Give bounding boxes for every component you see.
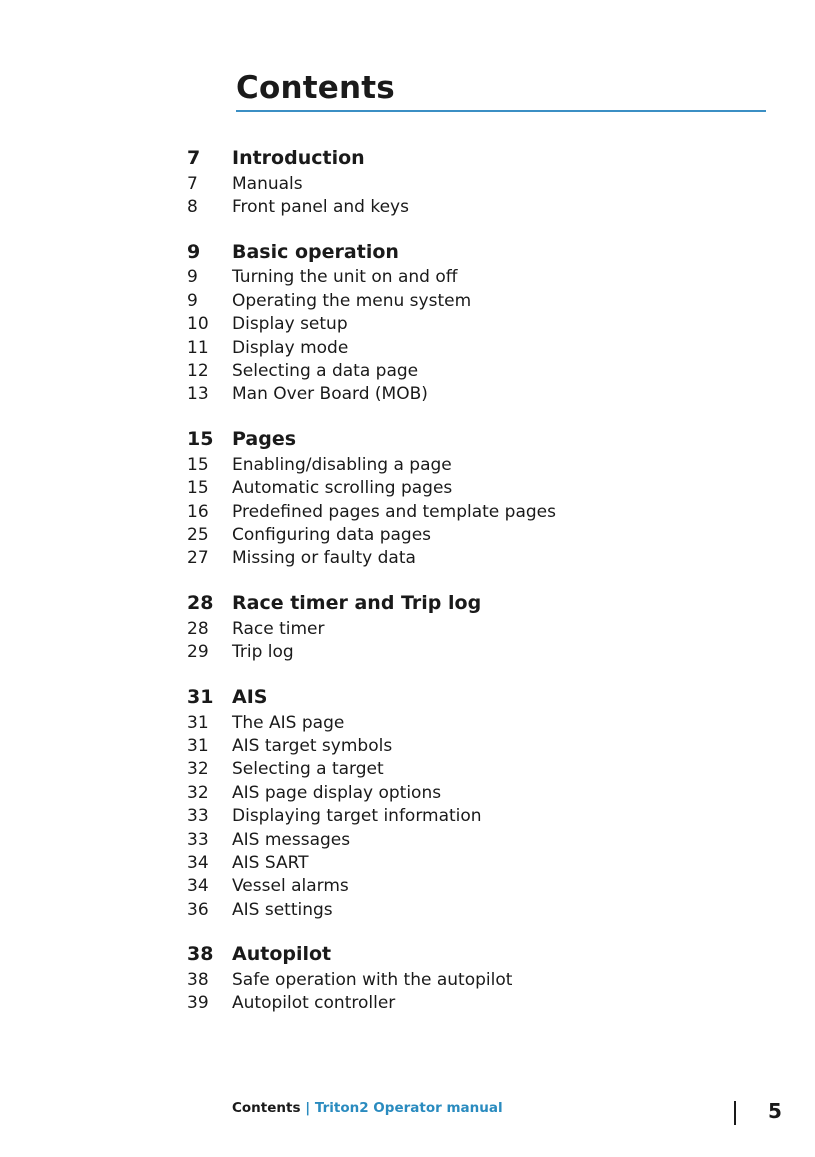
toc-section-heading[interactable] [187,427,787,451]
toc-entry-title: Selecting a data page [232,361,419,382]
toc-entry[interactable] [187,336,787,359]
toc-section [187,942,787,1015]
page-number-bar [734,1101,736,1125]
toc-section-heading[interactable] [187,685,787,709]
toc-entry-page: 9 [187,267,198,288]
toc-section-page: 15 [187,428,214,451]
toc-entry-page: 39 [187,993,209,1014]
footer [232,1100,503,1116]
toc-entry[interactable] [187,266,787,289]
toc-section-title: Introduction [232,147,365,169]
toc-entry[interactable] [187,734,787,757]
toc-entry-title: Safe operation with the autopilot [232,970,513,991]
toc-entry-page: 38 [187,970,209,991]
table-of-contents [187,146,787,1036]
toc-entry-page: 28 [187,618,209,639]
footer-section: Contents [232,1100,301,1116]
toc-entry[interactable] [187,617,787,640]
toc-entry-page: 33 [187,806,209,827]
toc-entry[interactable] [187,523,787,546]
toc-section-title: Race timer and Trip log [232,592,482,615]
toc-entry[interactable] [187,875,787,898]
toc-entry-title: Vessel alarms [232,876,349,897]
toc-section-page: 7 [187,147,201,169]
toc-section-page: 28 [187,592,214,615]
toc-entry-title: Display setup [232,314,348,335]
toc-entry-title: Autopilot controller [232,993,396,1014]
toc-section [187,240,787,406]
toc-entry[interactable] [187,547,787,570]
toc-entry-page: 13 [187,384,209,405]
toc-entry[interactable] [187,828,787,851]
toc-entry[interactable] [187,968,787,991]
toc-entry-title: AIS target symbols [232,735,393,756]
toc-entry-page: 25 [187,524,209,545]
toc-section-page: 9 [187,240,201,263]
toc-entry-title: AIS messages [232,829,351,850]
toc-entry-page: 10 [187,314,209,335]
toc-entry-page: 11 [187,337,209,358]
toc-entry-title: Front panel and keys [232,197,409,218]
toc-section-title: AIS [232,685,268,708]
toc-entry[interactable] [187,453,787,476]
toc-entry-page: 8 [187,197,198,218]
toc-section [187,146,787,219]
toc-entry-page: 12 [187,361,209,382]
toc-entry[interactable] [187,804,787,827]
toc-entry-page: 32 [187,759,209,780]
toc-section-heading[interactable] [187,591,787,615]
toc-entry[interactable] [187,851,787,874]
toc-entry[interactable] [187,359,787,382]
toc-section-page: 38 [187,943,214,966]
footer-separator: | [305,1100,311,1116]
toc-entry-title: AIS settings [232,899,333,920]
toc-entry-title: Predefined pages and template pages [232,501,556,522]
toc-section [187,685,787,922]
toc-entry[interactable] [187,992,787,1015]
toc-entry[interactable] [187,172,787,195]
toc-entry-page: 15 [187,478,209,499]
toc-entry-title: Operating the menu system [232,290,472,311]
toc-entry-page: 34 [187,852,209,873]
toc-entry-title: Configuring data pages [232,524,432,545]
toc-entry[interactable] [187,195,787,218]
toc-entry[interactable] [187,758,787,781]
toc-section [187,591,787,664]
toc-entry-page: 36 [187,899,209,920]
toc-entry-title: Automatic scrolling pages [232,478,453,499]
toc-entry-page: 34 [187,876,209,897]
toc-entry[interactable] [187,477,787,500]
toc-entry-title: Man Over Board (MOB) [232,384,428,405]
toc-entry[interactable] [187,313,787,336]
toc-entry[interactable] [187,640,787,663]
toc-entry-title: AIS SART [232,852,309,873]
toc-entry-page: 9 [187,290,198,311]
toc-entry-title: The AIS page [232,712,345,733]
toc-entry[interactable] [187,898,787,921]
toc-entry-page: 15 [187,454,209,475]
toc-section-heading[interactable] [187,240,787,264]
toc-section-title: Autopilot [232,943,332,966]
toc-entry-page: 33 [187,829,209,850]
toc-entry-title: Displaying target information [232,806,482,827]
toc-entry-page: 31 [187,735,209,756]
toc-entry-title: Display mode [232,337,349,358]
toc-section-title: Basic operation [232,240,399,263]
toc-entry[interactable] [187,781,787,804]
toc-entry-page: 16 [187,501,209,522]
toc-entry-title: Missing or faulty data [232,548,416,569]
footer-manual-title: Triton2 Operator manual [314,1100,503,1116]
toc-section-title: Pages [232,428,297,451]
title-rule [236,110,766,112]
toc-entry-title: AIS page display options [232,782,442,803]
toc-entry[interactable] [187,383,787,406]
toc-entry-page: 7 [187,173,198,194]
toc-section-heading[interactable] [187,146,787,170]
toc-entry-page: 29 [187,642,209,663]
toc-section-heading[interactable] [187,942,787,966]
toc-entry-page: 27 [187,548,209,569]
toc-section [187,427,787,570]
page-title: Contents [236,70,395,106]
toc-entry-title: Race timer [232,618,325,639]
toc-entry-title: Selecting a target [232,759,384,780]
toc-entry-title: Manuals [232,173,303,194]
toc-entry-title: Enabling/disabling a page [232,454,452,475]
toc-section-page: 31 [187,685,214,708]
toc-entry[interactable] [187,711,787,734]
toc-entry-title: Turning the unit on and off [232,267,458,288]
toc-entry-page: 31 [187,712,209,733]
toc-entry[interactable] [187,500,787,523]
toc-entry[interactable] [187,289,787,312]
toc-entry-page: 32 [187,782,209,803]
page-number: 5 [768,1099,782,1123]
toc-entry-title: Trip log [232,642,294,663]
